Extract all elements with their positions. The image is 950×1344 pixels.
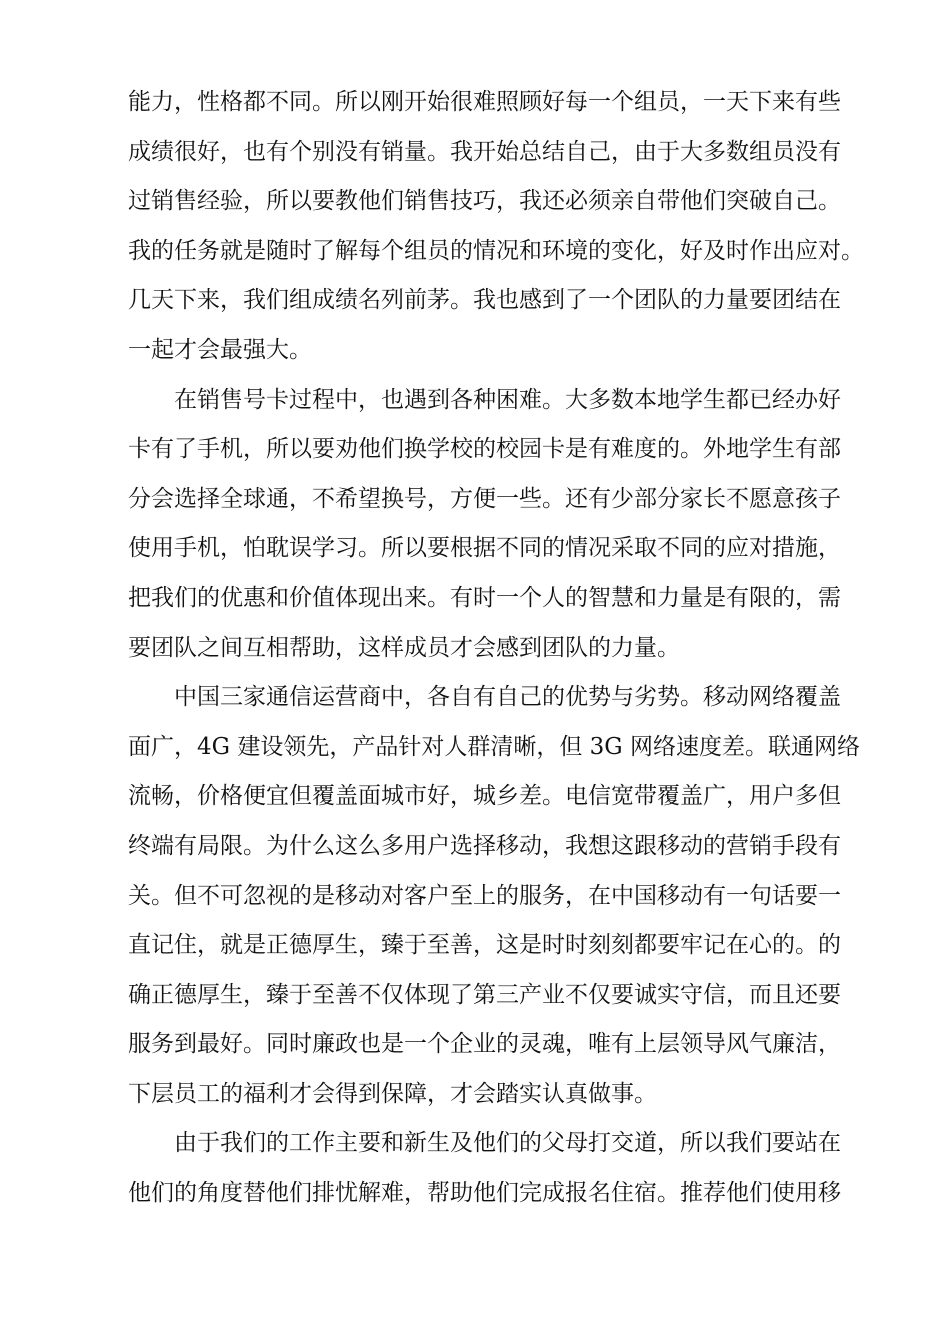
paragraph-start-line: 在销售号卡过程中，也遇到各种困难。大多数本地学生都已经办好 [174, 386, 841, 413]
text-line: 关。但不可忽视的是移动对客户至上的服务，在中国移动有一句话要一 [128, 882, 841, 909]
text-line: 几天下来，我们组成绩名列前茅。我也感到了一个团队的力量要团结在 [128, 287, 841, 314]
paragraph-start-line: 中国三家通信运营商中，各自有自己的优势与劣势。移动网络覆盖 [174, 684, 841, 711]
text-line: 分会选择全球通，不希望换号，方便一些。还有少部分家长不愿意孩子 [128, 485, 841, 512]
text-line: 要团队之间互相帮助，这样成员才会感到团队的力量。 [128, 634, 680, 661]
text-line: 成绩很好，也有个别没有销量。我开始总结自己，由于大多数组员没有 [128, 138, 841, 165]
text-line: 一起才会最强大。 [128, 336, 312, 363]
body-text [128, 78, 864, 1219]
text-line: 把我们的优惠和价值体现出来。有时一个人的智慧和力量是有限的，需 [128, 584, 841, 611]
text-line: 终端有局限。为什么这么多用户选择移动，我想这跟移动的营销手段有 [128, 832, 841, 859]
text-line: 能力，性格都不同。所以刚开始很难照顾好每一个组员，一天下来有些 [128, 89, 841, 115]
paragraph-start-line: 由于我们的工作主要和新生及他们的父母打交道，所以我们要站在 [174, 1130, 841, 1157]
text-line: 直记住，就是正德厚生，臻于至善，这是时时刻刻都要牢记在心的。的 [128, 932, 841, 959]
text-line: 下层员工的福利才会得到保障，才会踏实认真做事。 [128, 1080, 657, 1107]
text-line: 使用手机，怕耽误学习。所以要根据不同的情况采取不同的应对措施， [128, 535, 841, 562]
text-line: 面广，4G 建设领先，产品针对人群清晰，但 3G 网络速度差。联通网络 [128, 733, 860, 760]
text-line: 我的任务就是随时了解每个组员的情况和环境的变化，好及时作出应对。 [128, 237, 864, 264]
text-line: 确正德厚生，臻于至善不仅体现了第三产业不仅要诚实守信，而且还要 [128, 981, 841, 1008]
text-line: 过销售经验，所以要教他们销售技巧，我还必须亲自带他们突破自己。 [128, 188, 841, 215]
text-line: 卡有了手机，所以要劝他们换学校的校园卡是有难度的。外地学生有部 [128, 436, 841, 463]
text-line: 他们的角度替他们排忧解难，帮助他们完成报名住宿。推荐他们使用移 [128, 1180, 841, 1207]
text-line: 服务到最好。同时廉政也是一个企业的灵魂，唯有上层领导风气廉洁， [128, 1031, 841, 1058]
text-line: 流畅，价格便宜但覆盖面城市好，城乡差。电信宽带覆盖广，用户多但 [128, 783, 841, 810]
